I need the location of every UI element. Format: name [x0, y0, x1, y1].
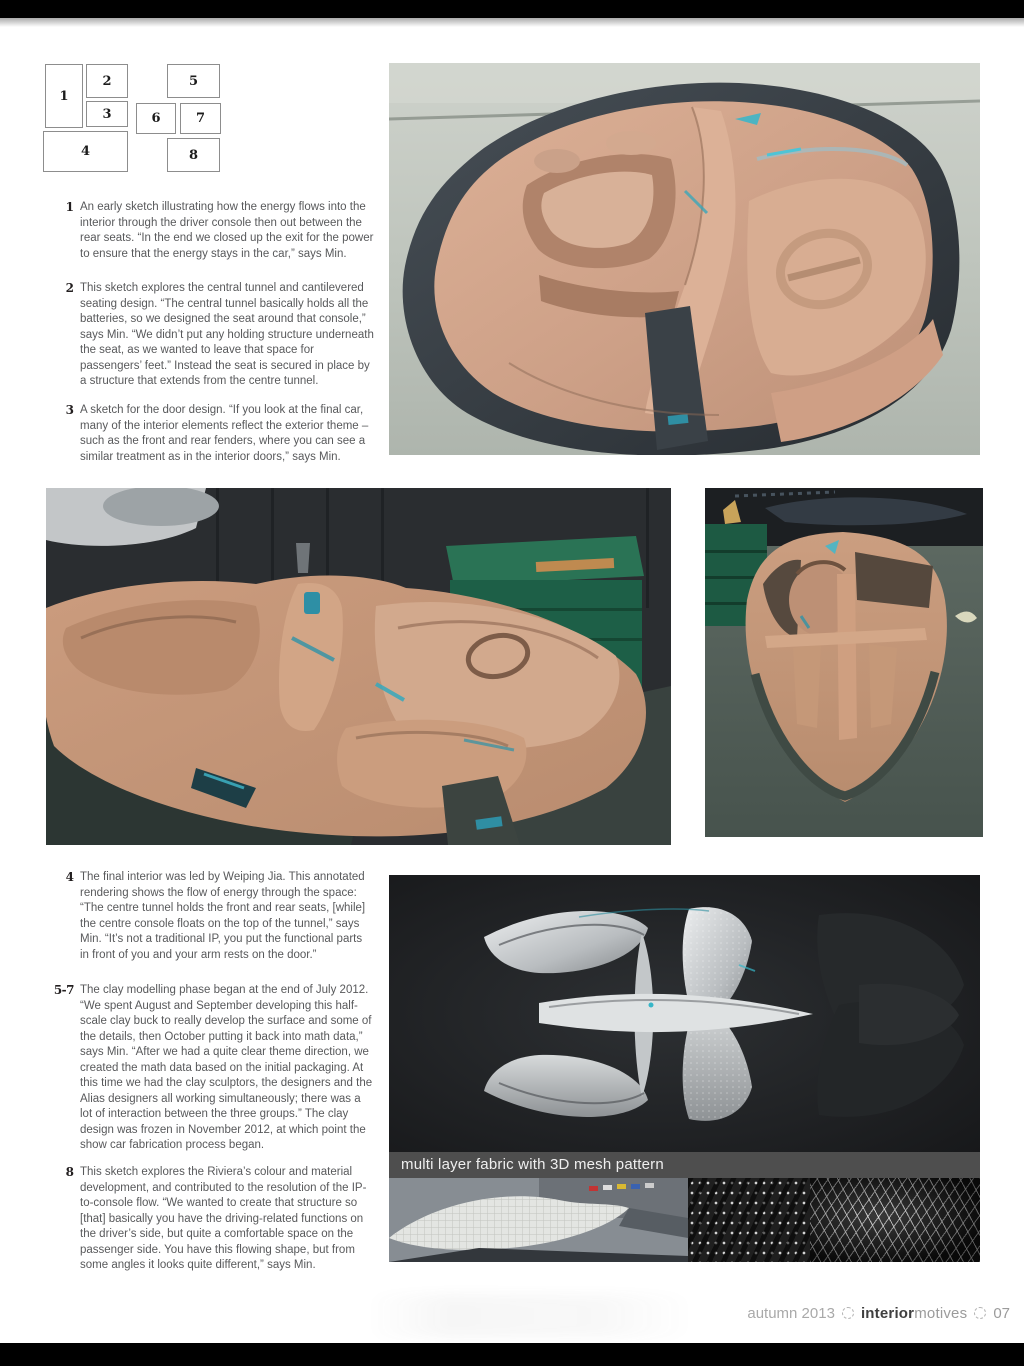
layout-map-box-3	[86, 101, 128, 127]
layout-map-box-1	[45, 64, 83, 128]
gear-icon	[974, 1307, 986, 1319]
layout-map-box-2	[86, 64, 128, 98]
page-top-fade	[0, 18, 1024, 27]
layout-map-box-5	[167, 64, 220, 98]
layout-map-label: 7	[195, 111, 206, 126]
page-bottom-black-bar	[0, 1343, 1024, 1366]
layout-map-box-8	[167, 138, 220, 172]
caption-2-text: This sketch explores the central tunnel and cantilevered seating design. “The central tunnel basically holds all the batteries, so we designed the seat around that console,” says Min. “We didn’t put any holding structure underneath the seat, as we wanted to leave that space for passengers’ feet.” Instead the seat is secured in place by a structure that extends from the centre tunnel.	[80, 282, 374, 387]
caption-3-number: 3	[65, 403, 74, 417]
page-footer	[747, 1303, 1010, 1323]
print-bleed-ghost	[335, 1294, 715, 1338]
footer-brand-bold: interior	[860, 1304, 915, 1322]
caption-4-number: 4	[65, 870, 74, 884]
footer-brand	[861, 1305, 967, 1322]
layout-map-label: 8	[188, 147, 199, 163]
caption-5-7-number: 5-7	[53, 983, 74, 997]
layout-map-box-7	[180, 103, 221, 134]
gear-icon	[842, 1307, 854, 1319]
fabric-reference-strip	[389, 1178, 980, 1262]
layout-map-label: 4	[80, 144, 91, 159]
caption-8	[65, 1165, 374, 1274]
caption-5-7-text: The clay modelling phase began at the end of July 2012. “We spent August and September developing this half-scale clay buck to really develop the surface and some of the details, then October putting it back into math data,” says Min. “After we had a quite clear theme direction, we created the math data based on the initial packaging. At this time we had the clay sculptors, the designers and the Alias designers all working simultaneously; there was a lot of interaction between the three groups.” The clay design was frozen in November 2012, at which point the show car fabrication process began.	[80, 984, 373, 1151]
layout-map-label: 1	[59, 88, 69, 104]
layout-map-label: 3	[102, 106, 112, 122]
footer-season: autumn 2013	[747, 1304, 835, 1322]
photo-clay-buck-workshop-art	[46, 488, 671, 845]
caption-5-7	[53, 983, 374, 1154]
caption-4-text: The final interior was led by Weiping Jia. This annotated rendering shows the flow of energy through the space: “The centre tunnel holds the front and rear seats, [while] the centre console floats on the top of the tunnel,” says Min. “It’s not a traditional IP, you put the functional parts in front of you and your arm rests on the door.”	[80, 871, 366, 961]
layout-map-label: 5	[188, 73, 199, 89]
photo-clay-model-top-view	[389, 63, 980, 455]
caption-1	[65, 200, 374, 262]
caption-2	[65, 281, 374, 390]
caption-3-text: A sketch for the door design. “If you look at the final car, many of the interior elements reflect the exterior theme – such as the front and rear fenders, where you can see a similar treatment as in the interior doors,” says Min.	[80, 404, 369, 463]
photo-clay-buck-front-view-art	[705, 488, 983, 837]
layout-map-box-6	[136, 103, 176, 134]
rendering-interior-sketch	[389, 875, 980, 1152]
caption-1-text: An early sketch illustrating how the energy flows into the interior through the driver console then out between the rear seats. “In the end we closed up the exit for the power to ensure that the energy stays in the car,” says Min.	[80, 201, 374, 260]
fabric-aerial-art	[389, 1178, 688, 1262]
fabric-aerial-mesh-roof-image	[389, 1178, 688, 1262]
caption-8-number: 8	[65, 1165, 74, 1179]
caption-2-number: 2	[65, 281, 74, 295]
photo-clay-buck-front-view	[705, 488, 983, 837]
caption-3	[65, 403, 374, 465]
render-caption-bar	[389, 1152, 980, 1178]
photo-clay-model-top-view-art	[389, 63, 980, 455]
photo-clay-buck-workshop	[46, 488, 671, 845]
fabric-perforated-swatch-image	[688, 1178, 810, 1262]
caption-8-text: This sketch explores the Riviera’s colour and material development, and contributed to the resolution of the IP-to-console flow. “We wanted to create that structure so [that] basically you have the driving-related functions on the driver’s side, but quite a comfortable space on the passenger side. You have this flowing shape, but from some angles it looks quite different,” says Min.	[80, 1166, 367, 1271]
render-caption-text: multi layer fabric with 3D mesh pattern	[401, 1156, 664, 1173]
caption-4	[65, 870, 374, 963]
page-top-black-bar	[0, 0, 1024, 18]
fabric-3d-mesh-image	[810, 1178, 980, 1262]
footer-page-number: 07	[993, 1304, 1010, 1322]
layout-map-box-4	[43, 131, 128, 172]
rendering-interior-sketch-art	[389, 875, 980, 1152]
layout-map-label: 2	[102, 73, 112, 89]
footer-brand-light: motives	[914, 1304, 968, 1322]
layout-map-label: 6	[151, 111, 161, 126]
caption-1-number: 1	[65, 200, 74, 214]
